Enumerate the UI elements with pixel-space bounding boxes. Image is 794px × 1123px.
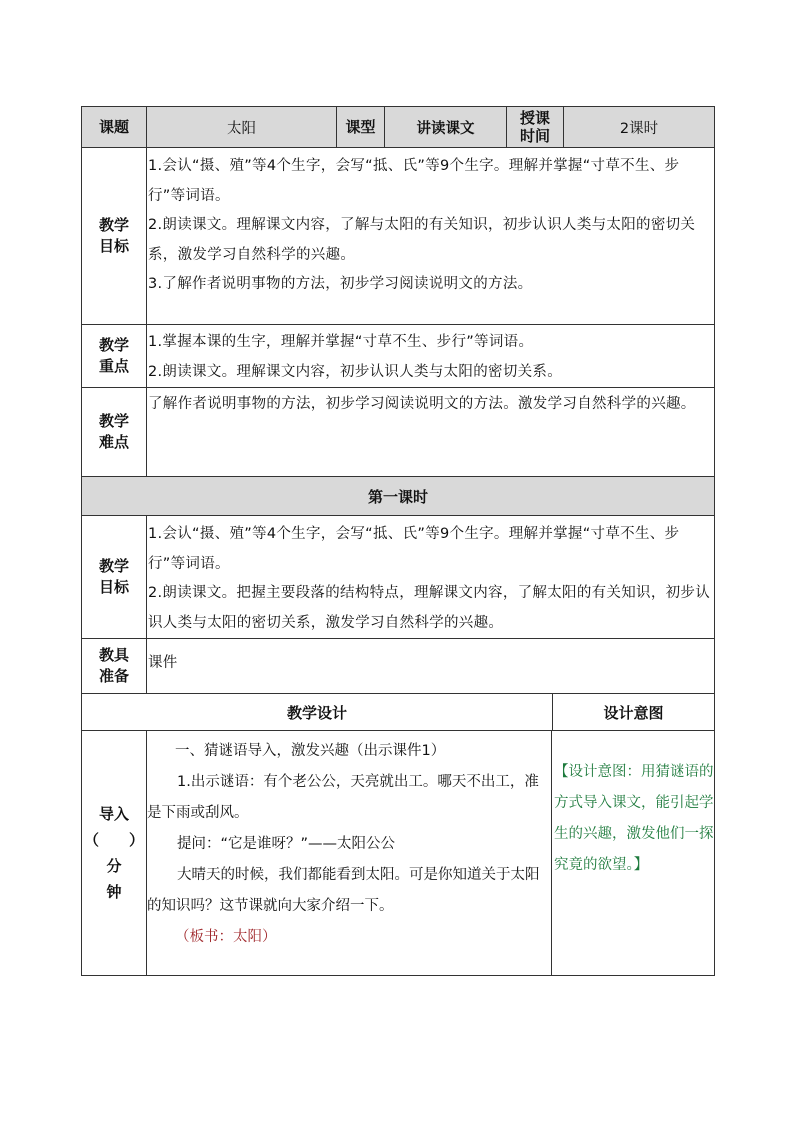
goals-line-1: 1.会认“摄、殖”等4个生字，会写“抵、氏”等9个生字。理解并掌握“寸草不生、步行”等词语。 [148, 158, 680, 204]
key-points-line-1: 1.掌握本课的生字，理解并掌握“寸草不生、步行”等词语。 [148, 334, 534, 350]
topic-label: 课题 [82, 107, 147, 148]
key-points-line-2: 2.朗读课文。理解课文内容，初步认识人类与太阳的密切关系。 [148, 363, 563, 380]
difficulties-label [82, 388, 147, 477]
first-lesson-goals-line-2: 2.朗读课文。把握主要段落的结构特点，理解课文内容，了解太阳的有关知识，初步认识人类与太阳的密切关系，激发学习自然科学的兴趣。 [148, 585, 711, 631]
key-points-row [82, 325, 715, 388]
tools-row [82, 639, 715, 694]
difficulties-content [147, 388, 715, 477]
first-lesson-goals-label [82, 516, 147, 639]
stage-label-line2: （ ）分 [83, 831, 144, 875]
key-points-label-line1: 教学 [98, 336, 129, 354]
difficulties-label-line2: 难点 [98, 433, 129, 451]
goals-label-line1: 教学 [98, 216, 129, 234]
goals-content [147, 148, 715, 325]
first-lesson-goals-line-1: 1.会认“摄、殖”等4个生字，会写“抵、氏”等9个生字。理解并掌握“寸草不生、步行”等词语。 [148, 526, 680, 572]
design-content [147, 731, 552, 975]
tools-label [82, 639, 147, 694]
design-body-inner [147, 731, 714, 975]
stage-label-line1: 导入 [98, 805, 129, 823]
design-section-title: 一、猜谜语导入，激发兴趣（出示课件1） [175, 743, 446, 759]
first-lesson-row [82, 477, 715, 516]
first-lesson-goals-label-line1: 教学 [98, 557, 129, 575]
first-lesson-goals-row [82, 516, 715, 639]
time-label-line1: 授课 [519, 109, 550, 127]
design-header-container [82, 694, 715, 731]
intent-content [552, 731, 715, 975]
design-body-row [82, 731, 715, 976]
tools-value: 课件 [148, 655, 178, 671]
time-label [507, 107, 564, 148]
topic-value: 太阳 [147, 107, 337, 148]
goals-label-line2: 目标 [98, 237, 129, 255]
design-header: 教学设计 [82, 694, 553, 730]
type-label: 课型 [337, 107, 385, 148]
design-riddle: 1.出示谜语：有个老公公，天亮就出工。哪天不出工，准是下雨或刮风。 [147, 774, 539, 821]
time-value: 2课时 [564, 107, 715, 148]
lesson-plan-page [81, 106, 714, 976]
first-lesson-goals-content [147, 516, 715, 639]
header-row [82, 107, 715, 148]
stage-label-line3: 钟 [106, 883, 122, 901]
intent-header: 设计意图 [603, 703, 664, 722]
key-points-label-line2: 重点 [98, 357, 129, 375]
time-label-line2: 时间 [519, 127, 550, 145]
first-lesson-goals-label-line2: 目标 [98, 578, 129, 596]
goals-row [82, 148, 715, 325]
tools-content [147, 639, 715, 694]
difficulties-row [82, 388, 715, 477]
design-intro: 大晴天的时候，我们都能看到太阳。可是你知道关于太阳的知识吗？这节课就向大家介绍一下。 [147, 867, 540, 914]
key-points-label [82, 325, 147, 388]
design-body-container [147, 731, 715, 976]
intent-text: 【设计意图：用猜谜语的方式导入课文，能引起学生的兴趣，激发他们一探究竟的欲望。】 [554, 764, 714, 873]
tools-label-line2: 准备 [98, 667, 129, 685]
difficulties-text: 了解作者说明事物的方法，初步学习阅读说明文的方法。激发学习自然科学的兴趣。 [148, 396, 696, 412]
type-value: 讲读课文 [385, 107, 507, 148]
goals-line-3: 3.了解作者说明事物的方法，初步学习阅读说明文的方法。 [148, 276, 533, 292]
first-lesson-title: 第一课时 [82, 477, 715, 516]
goals-line-2: 2.朗读课文。理解课文内容，了解与太阳的有关知识，初步认识人类与太阳的密切关系，激发学习自然科学的兴趣。 [148, 217, 696, 263]
design-question: 提问：“它是谁呀？”——太阳公公 [177, 836, 396, 852]
design-header-inner [82, 694, 714, 730]
goals-label [82, 148, 147, 325]
design-board: （板书：太阳） [175, 929, 277, 945]
tools-label-line1: 教具 [98, 646, 129, 664]
key-points-content [147, 325, 715, 388]
stage-label [82, 731, 147, 976]
lesson-plan-table [81, 106, 715, 976]
design-header-row [82, 694, 715, 731]
difficulties-label-line1: 教学 [98, 412, 129, 430]
